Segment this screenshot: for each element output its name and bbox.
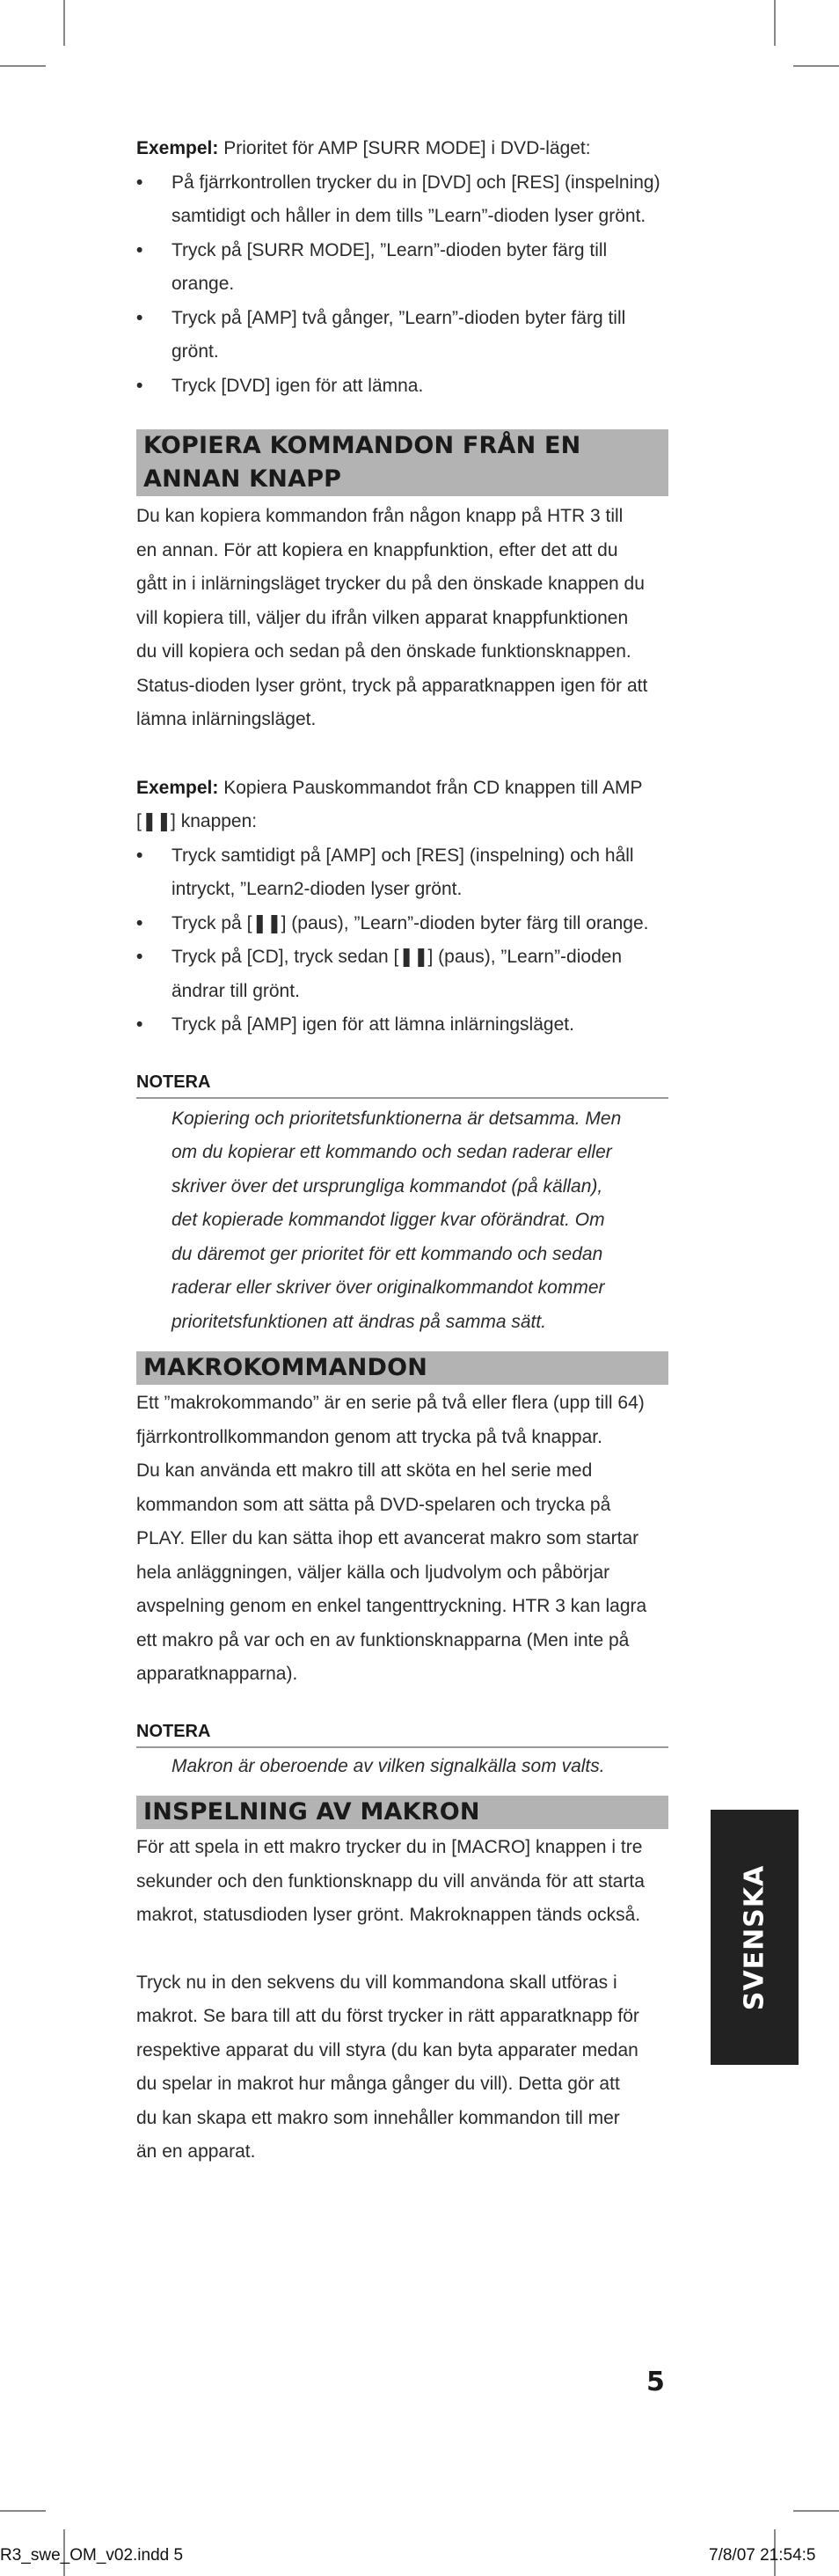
bullet-icon: • [136,172,143,193]
text-line: respektive apparat du vill styra (du kan byta apparater medan [136,2039,638,2060]
example-label: Exempel: [136,777,219,798]
text-line: makrot. Se bara till att du först trycker in rätt apparatknapp för [136,2006,639,2026]
text-line: Makron är oberoende av vilken signalkälla som valts. [171,1755,605,1776]
text-line: Tryck nu in den sekvens du vill kommandona skall utföras i [136,1972,617,1993]
text-line: avspelning genom en enkel tangenttryckning. HTR 3 kan lagra [136,1596,647,1616]
pause-icon: ❚❚ [141,811,171,831]
list-item-text: grönt. [171,341,219,362]
text-line: om du kopierar ett kommando och sedan raderar eller [171,1142,612,1162]
text-line: än en apparat. [136,2141,256,2162]
example-steps [136,839,668,1043]
list-item-text: Tryck samtidigt på [AMP] och [RES] (inspelning) och håll [171,845,634,866]
text-fragment: [ [136,811,142,831]
text-line: sekunder och den funktionsknapp du vill använda för att starta [136,1870,645,1892]
list-item [136,234,668,302]
bullet-icon: • [136,912,143,933]
list-item-text: Tryck på [SURR MODE], ”Learn”-dioden byter färg till [171,239,608,260]
text-line: prioritetsfunktionen att ändras på samma sätt. [171,1311,547,1332]
list-item-text: Tryck [DVD] igen för att lämna. [171,375,424,396]
note-label: NOTERA [136,1069,668,1099]
text-line: makrot, statusdioden lyser grönt. Makroknappen tänds också. [136,1905,641,1925]
text-line: apparatknapparna). [136,1664,298,1684]
heading-line: ANNAN KNAPP [143,465,342,493]
text-line: du vill kopiera och sedan på den önskade funktionsknappen. [136,641,631,662]
crop-mark [63,0,65,46]
text-line: gått in i inlärningsläget trycker du på den önskade knappen du [136,574,645,594]
text-line: kommandon som att sätta på DVD-spelaren och trycka på [136,1494,611,1515]
bullet-icon: • [136,239,143,260]
list-item-text: samtidigt och håller in dem tills ”Learn”-dioden lyser grönt. [171,206,646,226]
text-line: fjärrkontrollkommandon genom att trycka på två knappar. [136,1426,602,1447]
list-item-text: Tryck på [AMP] två gånger, ”Learn”-dioden byter färg till [171,307,626,328]
footer-file-slug: R3_swe_OM_v02.indd 5 [0,2546,184,2565]
list-item-text: Tryck på [AMP] igen för att lämna inlärningsläget. [171,1014,574,1035]
paragraph [136,500,668,737]
crop-mark [0,2510,46,2512]
bullet-icon: • [136,845,143,866]
example-label: Exempel: [136,138,219,158]
bullet-icon: • [136,1014,143,1035]
example-intro [136,132,668,166]
bullet-icon: • [136,307,143,328]
list-item-text: intryckt, ”Learn2-dioden lyser grönt. [171,879,463,899]
list-item [136,940,668,1008]
example-intro [136,772,668,839]
crop-mark [793,65,839,67]
paragraph [136,1831,668,1933]
text-fragment: ] (paus), ”Learn”-dioden byter färg till orange. [281,912,649,933]
text-line: en annan. För att kopiera en knappfunktion, efter det att du [136,539,618,560]
pause-icon: ❚❚ [252,912,281,933]
text-line: du däremot ger prioritet för ett kommando och sedan [171,1243,603,1264]
crop-mark [793,2510,839,2512]
paragraph [136,1966,668,2170]
text-line: Du kan använda ett makro till att sköta en hel serie med [136,1460,593,1481]
note-text [136,1102,668,1340]
text-fragment: Tryck på [ [171,912,252,933]
section-heading [136,429,668,496]
bullet-icon: • [136,947,143,967]
crop-mark [0,65,46,67]
heading-line: MAKROKOMMANDON [143,1354,428,1381]
text-line: ett makro på var och en av funktionsknapparna (Men inte på [136,1629,630,1650]
text-line: Du kan kopiera kommandon från någon knapp på HTR 3 till [136,506,624,526]
text-line: du spelar in makrot hur många gånger du vill). Detta gör att [136,2074,620,2094]
list-item [136,1008,668,1043]
bullet-icon: • [136,375,143,396]
note-text [136,1750,668,1784]
language-tab-label: SVENSKA [739,1864,770,2010]
list-item [136,839,668,907]
heading-line: KOPIERA KOMMANDON FRÅN EN [143,432,581,459]
list-item [136,907,668,941]
text-fragment: ] knappen: [171,811,258,831]
text-line: Ett ”makrokommando” är en serie på två eller flera (upp till 64) [136,1393,645,1413]
heading-line: INSPELNING AV MAKRON [143,1798,480,1826]
section-heading [136,1796,668,1829]
list-item [136,370,668,404]
example-intro-text: Kopiera Pauskommandot från CD knappen till AMP [223,777,643,798]
text-line: raderar eller skriver över originalkommandot kommer [171,1277,605,1298]
pause-icon: ❚❚ [398,947,428,967]
text-line: du kan skapa ett makro som innehåller kommandon till mer [136,2107,620,2128]
note-label: NOTERA [136,1718,668,1748]
page-number: 5 [646,2367,665,2397]
section-heading [136,1351,668,1385]
list-item-text: ändrar till grönt. [171,980,300,1001]
crop-mark [774,0,776,46]
text-line: hela anläggningen, väljer källa och ljudvolym och påbörjar [136,1562,610,1583]
list-item [136,302,668,370]
text-line: Status-dioden lyser grönt, tryck på apparatknappen igen för att [136,675,648,696]
example-steps [136,166,668,404]
text-line: skriver över det ursprungliga kommandot (på källan), [171,1175,603,1197]
text-line: För att spela in ett makro trycker du in [MACRO] knappen i tre [136,1837,643,1857]
language-tab [711,1810,799,2065]
text-line: PLAY. Eller du kan sätta ihop ett avancerat makro som startar [136,1528,639,1548]
list-item-text: orange. [171,274,235,294]
page-content [136,132,668,2170]
text-line: lämna inlärningsläget. [136,709,317,729]
list-item-text: På fjärrkontrollen trycker du in [DVD] och [RES] (inspelning) [171,172,660,193]
text-line: Kopiering och prioritetsfunktionerna är detsamma. Men [171,1108,622,1129]
text-fragment: Tryck på [CD], tryck sedan [ [171,947,399,967]
list-item [136,166,668,234]
text-line: det kopierade kommandot ligger kvar oförändrat. Om [171,1210,605,1230]
paragraph [136,1387,668,1692]
example-intro-text: Prioritet för AMP [SURR MODE] i DVD-läget: [223,138,591,158]
footer-date: 7/8/07 21:54:5 [709,2546,816,2565]
text-line: vill kopiera till, väljer du ifrån vilken apparat knappfunktionen [136,607,629,628]
text-fragment: ] (paus), ”Learn”-dioden [427,947,623,967]
